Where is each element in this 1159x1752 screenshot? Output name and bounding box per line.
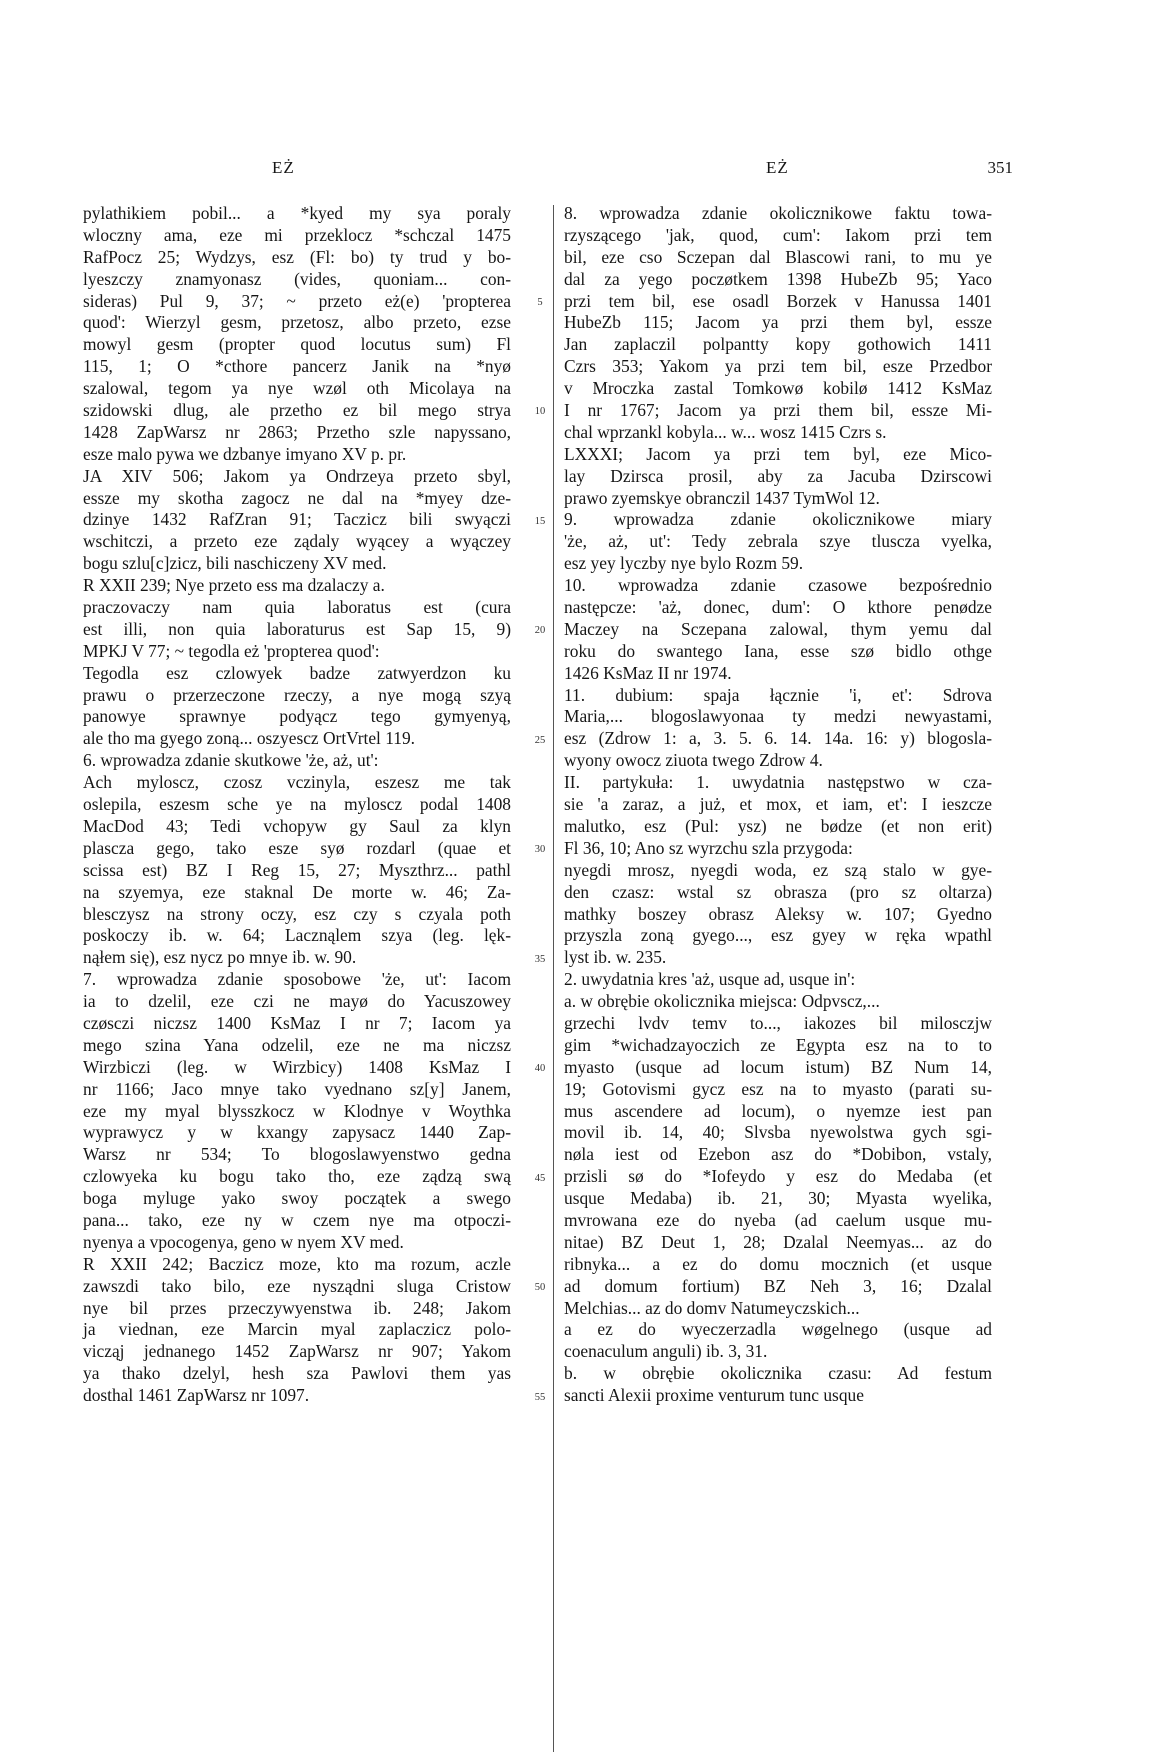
text-line: LXXXI; Jacom ya przi tem byl, eze Mico-: [564, 443, 992, 464]
text-line: 2. uwydatnia kres 'aż, usque ad, usque in':: [564, 969, 856, 990]
text-line: gim *wichadzayoczich ze Egypta esz na to to: [564, 1034, 992, 1055]
text-line: ia to dzelil, eze czi ne mayø do Yacuszowey: [83, 991, 511, 1012]
text-line: blesczysz na strony oczy, esz czy s czyala poth: [83, 903, 511, 924]
line-number: 40: [534, 1063, 546, 1075]
text-line: sancti Alexii proxime venturum tunc usque: [564, 1385, 864, 1406]
text-line: Warsz nr 534; To blogoslawyenstwo gedna: [83, 1144, 511, 1165]
text-line: 9. wprowadza zdanie okolicznikowe miary: [564, 509, 992, 530]
text-line: est illi, non quia laboraturus est Sap 15, 9): [83, 618, 511, 639]
text-line: ribnyka... a ez do domu mocznich (et usque: [564, 1253, 992, 1274]
text-line: Wirzbiczi (leg. w Wirzbicy) 1408 KsMaz I: [83, 1056, 511, 1077]
text-line: Fl 36, 10; Ano sz wyrzchu szla przygoda:: [564, 837, 853, 858]
text-line: czlowyeka ku bogu tako tho, eze ządzą swą: [83, 1166, 511, 1187]
text-line: sideras) Pul 9, 37; ~ przeto eż(e) 'propterea: [83, 290, 511, 311]
text-line: R XXII 239; Nye przeto ess ma dzalaczy a.: [83, 575, 385, 596]
right-column: [564, 203, 992, 1407]
text-line: RafPocz 25; Wydzys, esz (Fl: bo) ty trud y bo-: [83, 246, 511, 267]
text-line: ale tho ma gyego zoną... oszyescz OrtVrtel 119.: [83, 728, 416, 749]
text-line: myasto (usque ad locum istum) BZ Num 14,: [564, 1056, 992, 1077]
text-line: usque Medaba) ib. 21, 30; Myasta wyelika,: [564, 1188, 992, 1209]
text-line: mus ascendere ad locum), o nyemze iest pan: [564, 1100, 992, 1121]
page-number: 351: [987, 158, 1013, 177]
text-line: czøsczi niczsz 1400 KsMaz I nr 7; Iacom ya: [83, 1012, 511, 1033]
text-line: nøla iest od Ezebon asz do *Dobibon, vstaly,: [564, 1144, 992, 1165]
text-line: plascza gego, tako esze syø rozdarl (quae et: [83, 837, 511, 858]
line-number: 35: [534, 953, 546, 965]
line-number: 25: [534, 734, 546, 746]
line-number: 45: [534, 1172, 546, 1184]
running-head-left: EŻ: [272, 158, 295, 177]
text-line: przisli sø do *Iofeydo y esz do Medaba (et: [564, 1166, 992, 1187]
text-line: MacDod 43; Tedi vchopyw gy Saul za klyn: [83, 815, 511, 836]
text-line: nye bil przes przeczywyenstwa ib. 248; Jakom: [83, 1297, 511, 1318]
column-rule: [553, 205, 554, 1752]
text-line: chal wprzankl kobyla... w... wosz 1415 Czrs s.: [564, 421, 887, 442]
text-line: a ez do wyeczerzadla wøgelnego (usque ad: [564, 1319, 992, 1340]
text-line: nąłem się), esz nycz po mnye ib. w. 90.: [83, 947, 357, 968]
text-line: esze malo pywa we dzbanye imyano XV p. pr.: [83, 443, 407, 464]
text-line: coenaculum anguli) ib. 3, 31.: [564, 1341, 768, 1362]
text-line: 19; Gotovismi gycz esz na to myasto (parati su-: [564, 1078, 992, 1099]
text-line: lay Dzirsca prosil, aby za Jacuba Dzirscowi: [564, 465, 992, 486]
text-line: eze my myal blysszkocz w Klodnye v Woythka: [83, 1100, 511, 1121]
text-line: dzinye 1432 RafZran 91; Taczicz bili swyączi: [83, 509, 511, 530]
text-line: ja viednan, eze Marcin myal zaplaczicz polo-: [83, 1319, 511, 1340]
text-line: szalowal, tegom ya nye wzøl oth Micolaya na: [83, 378, 511, 399]
text-line: esz (Zdrow 1: a, 3. 5. 6. 14. 14a. 16: y) blogosla-: [564, 728, 992, 749]
running-head-center: EŻ: [766, 158, 789, 177]
text-line: oslepila, eszesm sche ye na myloscz podal 1408: [83, 794, 511, 815]
text-line: scissa est) BZ I Reg 15, 27; Myszthrz... pathl: [83, 859, 511, 880]
text-line: den czasz: wstal sz obrasza (pro sz oltarza): [564, 881, 992, 902]
text-line: malutko, esz (Pul: ysz) ne bødze (et non erit): [564, 815, 992, 836]
text-line: lyst ib. w. 235.: [564, 947, 667, 968]
text-line: essze my skotha zagocz ne dal na *myey dze-: [83, 487, 511, 508]
line-number: 20: [534, 625, 546, 637]
text-line: wloczny ama, eze mi przeklocz *schczal 1475: [83, 224, 511, 245]
text-line: R XXII 242; Baczicz moze, kto ma rozum, aczle: [83, 1253, 511, 1274]
text-line: 1426 KsMaz II nr 1974.: [564, 662, 732, 683]
text-line: nyegdi mrosz, nyegdi woda, ez szą stalo w gye-: [564, 859, 992, 880]
text-line: poskoczy ib. w. 64; Lacznąlem szya (leg. lęk-: [83, 925, 511, 946]
text-line: movil ib. 14, 40; Slvsba nyewolstwa gych sgi-: [564, 1122, 992, 1143]
text-line: praczovaczy nam quia laboratus est (cura: [83, 597, 511, 618]
text-line: v Mroczka zastal Tomkowø kobilø 1412 KsMaz: [564, 378, 992, 399]
text-line: nitae) BZ Deut 1, 28; Dzalal Neemyas... az do: [564, 1231, 992, 1252]
text-line: dosthal 1461 ZapWarsz nr 1097.: [83, 1385, 310, 1406]
text-line: na szyemya, eze staknal De morte w. 46; Za-: [83, 881, 511, 902]
text-line: lyeszczy znamyonasz (vides, quoniam... con-: [83, 268, 511, 289]
text-line: wschitczi, a przeto eze ządaly wyącey a wyączey: [83, 531, 511, 552]
text-line: ad domum fortium) BZ Neh 3, 16; Dzalal: [564, 1275, 992, 1296]
text-line: Jan zaplaczil polpantty kopy gothowich 1411: [564, 334, 992, 355]
line-number: 55: [534, 1391, 546, 1403]
text-line: panowye sprawnye podyącz tego gymyenyą,: [83, 706, 511, 727]
text-line: przyszla zoną gyego..., esz gyey w ręka wpathl: [564, 925, 992, 946]
text-line: przi tem bil, ese osadl Borzek v Hanussa 1401: [564, 290, 992, 311]
line-number: 10: [534, 406, 546, 418]
text-line: sie 'a zaraz, a już, et mox, et iam, et': I ieszcze: [564, 794, 992, 815]
text-line: a. w obrębie okolicznika miejsca: Odpvscz,...: [564, 991, 880, 1012]
text-line: 115, 1; O *cthore pancerz Janik na *nyø: [83, 356, 511, 377]
text-line: Czrs 353; Yakom ya przi tem bil, esze Przedbor: [564, 356, 992, 377]
text-line: zawszdi tako bilo, eze nysządni sluga Cristow: [83, 1275, 511, 1296]
text-line: II. partykuła: 1. uwydatnia następstwo w cza-: [564, 772, 992, 793]
text-line: bil, eze cso Sczepan dal Blascowi rani, to mu ye: [564, 246, 992, 267]
text-line: 7. wprowadza zdanie sposobowe 'że, ut': Iacom: [83, 969, 511, 990]
text-line: 1428 ZapWarsz nr 2863; Przetho szle napyssano,: [83, 421, 511, 442]
text-line: bogu szlu[c]zicz, bili naschiczeny XV med.: [83, 553, 387, 574]
text-line: grzechi lvdv temv to..., iakozes bil milosczjw: [564, 1012, 992, 1033]
text-line: Tegodla esz czlowyek badze zatwyerdzon ku: [83, 662, 511, 683]
text-line: prawo zyemskye obranczil 1437 TymWol 12.: [564, 487, 880, 508]
text-line: mego szina Yana odzelil, eze ne ma niczsz: [83, 1034, 511, 1055]
text-line: JA XIV 506; Jakom ya Ondrzeya przeto sbyl,: [83, 465, 511, 486]
line-number: 50: [534, 1282, 546, 1294]
text-line: Ach myloscz, czosz vczinyla, eszesz me tak: [83, 772, 511, 793]
text-line: szidowski dlug, ale przetho ez bil mego strya: [83, 400, 511, 421]
text-line: Maria,... blogoslawyonaa ty medzi newyastami,: [564, 706, 992, 727]
text-line: wyony owocz ziuota twego Zdrow 4.: [564, 750, 823, 771]
text-line: vicząj jednanego 1452 ZapWarsz nr 907; Yakom: [83, 1341, 511, 1362]
text-line: nr 1166; Jaco mnye tako vyednano sz[y] Janem,: [83, 1078, 511, 1099]
text-line: esz yey lyczby nye bylo Rozm 59.: [564, 553, 804, 574]
text-line: 6. wprowadza zdanie skutkowe 'że, aż, ut':: [83, 750, 379, 771]
line-number: 30: [534, 844, 546, 856]
text-line: HubeZb 115; Jacom ya przi them byl, essze: [564, 312, 992, 333]
text-line: roku do swantego Iana, esse szø bidlo othge: [564, 640, 992, 661]
text-line: ya thako dzelyl, hesh sza Pawlovi them yas: [83, 1363, 511, 1384]
line-number: 15: [534, 515, 546, 527]
text-line: pylathikiem pobil... a *kyed my sya poraly: [83, 203, 511, 223]
text-line: wyprawycz y w kxangy zapysacz 1440 Zap-: [83, 1122, 511, 1143]
text-line: MPKJ V 77; ~ tegodla eż 'propterea quod':: [83, 640, 380, 661]
text-line: nyenya a vpocogenya, geno w nyem XV med.: [83, 1231, 404, 1252]
text-line: Melchias... az do domv Natumeyczskich...: [564, 1297, 860, 1318]
text-line: mowyl gesm (propter quod locutus sum) Fl: [83, 334, 511, 355]
line-number: 5: [537, 296, 543, 308]
text-line: boga myluge yako swoy początek a swego: [83, 1188, 511, 1209]
text-line: następcze: 'aż, donec, dum': O kthore penødze: [564, 597, 992, 618]
text-line: pana... tako, eze ny w czem nye ma otpoczi-: [83, 1209, 511, 1230]
text-line: quod': Wierzyl gesm, przetosz, albo przeto, ezse: [83, 312, 511, 333]
text-line: 'że, aż, ut': Tedy zebrala szye tluscza vyelka,: [564, 531, 992, 552]
text-line: mathky boszey obrasz Aleksy w. 107; Gyedno: [564, 903, 992, 924]
left-column: [83, 203, 511, 1407]
text-line: I nr 1767; Jacom ya przi them bil, essze Mi-: [564, 400, 992, 421]
text-line: 8. wprowadza zdanie okolicznikowe faktu towa-: [564, 203, 992, 223]
text-line: dal za yego poczøtkem 1398 HubeZb 95; Yaco: [564, 268, 992, 289]
text-line: 10. wprowadza zdanie czasowe bezpośrednio: [564, 575, 992, 596]
text-line: Maczey na Sczepana zalowal, thym yemu dal: [564, 618, 992, 639]
text-line: prawu o przerzeczone rzeczy, a nye mogą szyą: [83, 684, 511, 705]
text-line: rzyszącego 'jak, quod, cum': Iakom przi tem: [564, 224, 992, 245]
text-line: 11. dubium: spaja łącznie 'i, et': Sdrova: [564, 684, 992, 705]
text-line: mvrowana eze do nyeba (ad caelum usque mu-: [564, 1209, 992, 1230]
text-line: b. w obrębie okolicznika czasu: Ad festum: [564, 1363, 992, 1384]
